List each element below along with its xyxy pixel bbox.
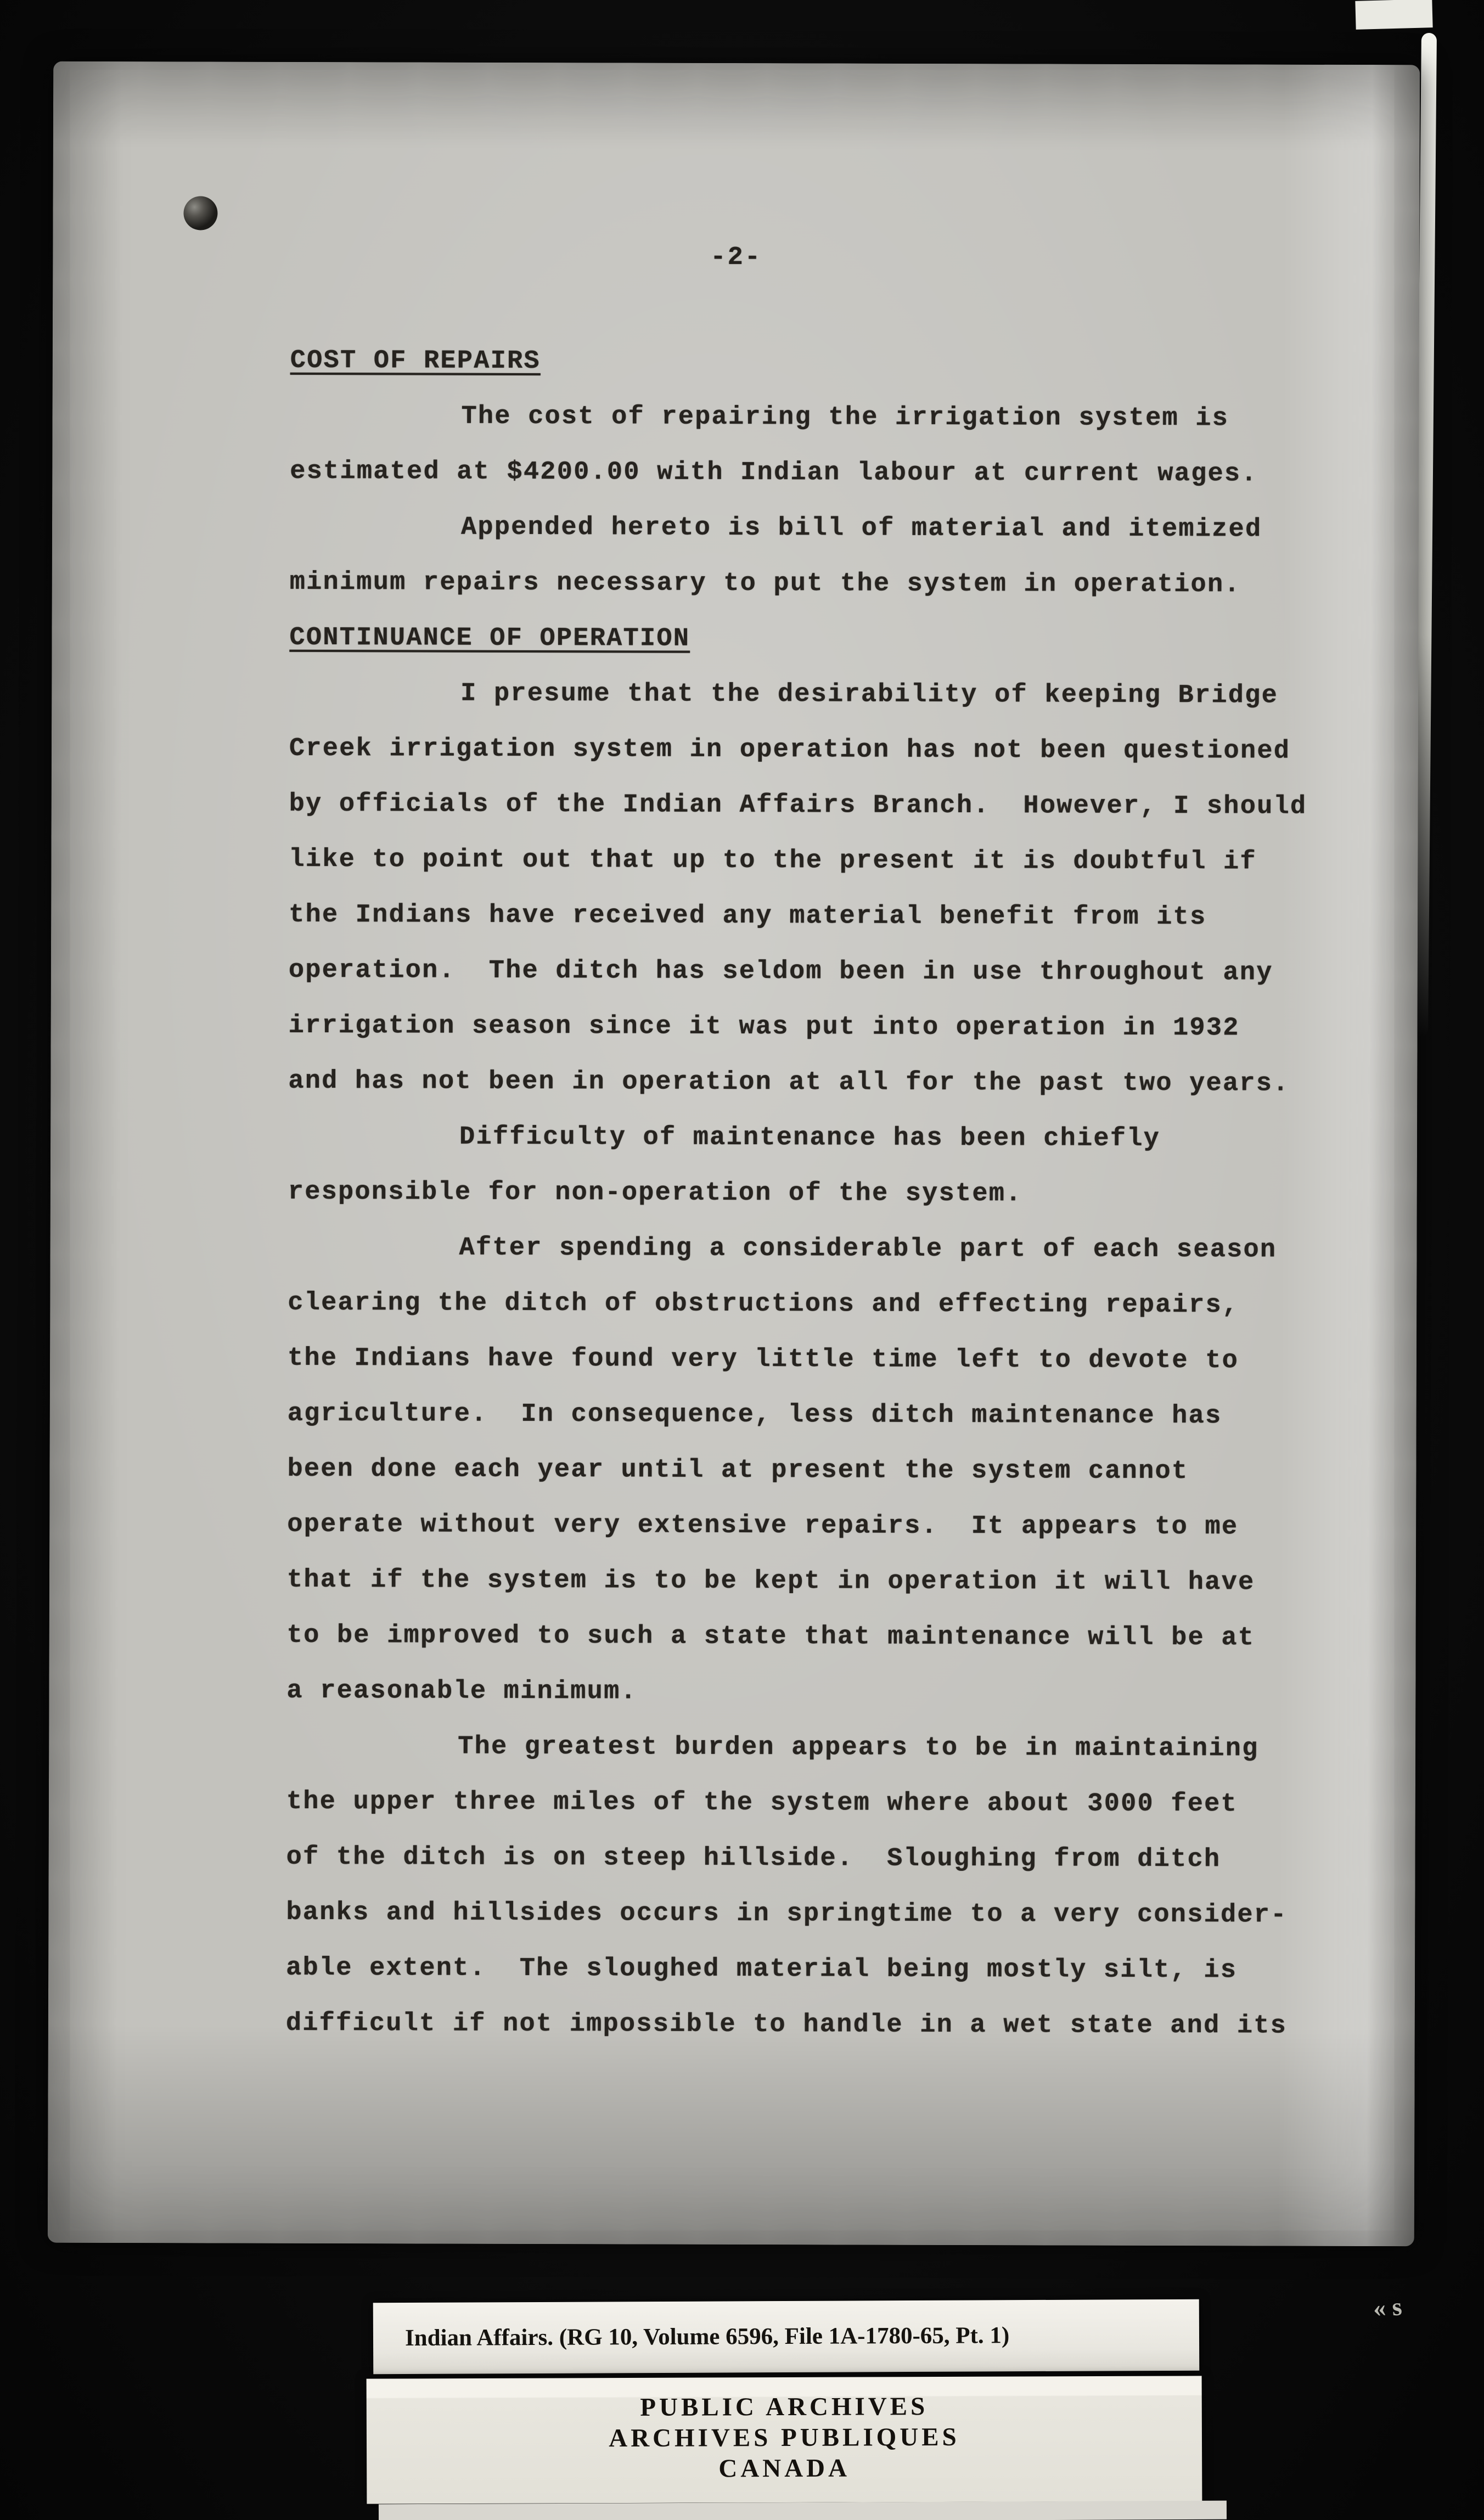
text-line: banks and hillsides occurs in springtime to a very consider- bbox=[286, 1898, 1288, 1930]
hole-punch-mark bbox=[183, 196, 217, 230]
paragraph bbox=[288, 666, 1346, 1112]
paragraph bbox=[290, 499, 1347, 613]
text-line: of the ditch is on steep hillside. Sloughing from ditch bbox=[286, 1842, 1221, 1875]
paragraph bbox=[290, 389, 1347, 502]
stamp-line: PUBLIC ARCHIVES bbox=[640, 2392, 929, 2422]
text-line: difficult if not impossible to handle in a wet state and its bbox=[285, 2009, 1288, 2041]
text-line: that if the system is to be kept in operation it will have bbox=[286, 1565, 1255, 1598]
text-line: agriculture. In consequence, less ditch maintenance has bbox=[287, 1399, 1222, 1431]
text-line: After spending a considerable part of each season bbox=[459, 1233, 1277, 1265]
text-line: I presume that the desirability of keeping Bridge bbox=[460, 679, 1279, 711]
archive-label-text: Indian Affairs. (RG 10, Volume 6596, File 1A-1780-65, Pt. 1) bbox=[404, 2322, 1010, 2352]
margin-marks: « s bbox=[1372, 2292, 1403, 2322]
document-page bbox=[48, 61, 1420, 2247]
text-line: the Indians have received any material benefit from its bbox=[289, 900, 1207, 932]
paragraph bbox=[286, 1220, 1344, 1722]
adjacent-page-corner bbox=[1355, 0, 1432, 30]
text-line: able extent. The sloughed material being mostly silt, is bbox=[286, 1953, 1238, 1985]
text-line: and has not been in operation at all for the past two years. bbox=[288, 1066, 1290, 1099]
text-line: Difficulty of maintenance has been chiefly bbox=[459, 1122, 1161, 1154]
text-line: the Indians have found very little time left to devote to bbox=[287, 1343, 1239, 1376]
paragraph bbox=[286, 1719, 1344, 2054]
text-line: irrigation season since it was put into operation in 1932 bbox=[288, 1011, 1240, 1043]
text-line: the upper three miles of the system where about 3000 feet bbox=[286, 1787, 1238, 1819]
text-line: estimated at $4200.00 with Indian labour at current wages. bbox=[290, 457, 1258, 489]
stamp-line: CANADA bbox=[718, 2454, 851, 2483]
text-line: like to point out that up to the present it is doubtful if bbox=[289, 845, 1257, 877]
archive-label-strip bbox=[373, 2299, 1200, 2375]
text-line: been done each year until at present the system cannot bbox=[287, 1454, 1189, 1487]
text-line: The greatest burden appears to be in maintaining bbox=[458, 1732, 1259, 1764]
archive-stamp-strip bbox=[367, 2376, 1202, 2504]
archive-stamp-text bbox=[367, 2390, 1202, 2485]
text-line: operate without very extensive repairs. It appears to me bbox=[287, 1510, 1239, 1542]
typed-body-text bbox=[286, 333, 1347, 2054]
section-heading: CONTINUANCE OF OPERATION bbox=[289, 623, 690, 654]
text-line: Appended hereto is bill of material and itemized bbox=[460, 513, 1262, 544]
text-line: responsible for non-operation of the system. bbox=[288, 1177, 1022, 1209]
text-line: The cost of repairing the irrigation system is bbox=[461, 402, 1229, 434]
section-heading: COST OF REPAIRS bbox=[290, 346, 541, 376]
text-line: to be improved to such a state that maintenance will be at bbox=[286, 1621, 1255, 1653]
text-line: Creek irrigation system in operation has not been questioned bbox=[289, 734, 1291, 766]
bottom-paper-strip bbox=[379, 2501, 1227, 2520]
text-line: clearing the ditch of obstructions and effecting repairs, bbox=[288, 1288, 1239, 1320]
page-number: -2- bbox=[710, 243, 762, 273]
stamp-line: ARCHIVES PUBLIQUES bbox=[609, 2422, 960, 2453]
text-line: operation. The ditch has seldom been in use throughout any bbox=[288, 955, 1273, 988]
text-line: by officials of the Indian Affairs Branch. However, I should bbox=[289, 789, 1307, 822]
paragraph bbox=[288, 1109, 1345, 1223]
text-line: a reasonable minimum. bbox=[286, 1676, 638, 1707]
text-line: minimum repairs necessary to put the system in operation. bbox=[289, 567, 1241, 600]
